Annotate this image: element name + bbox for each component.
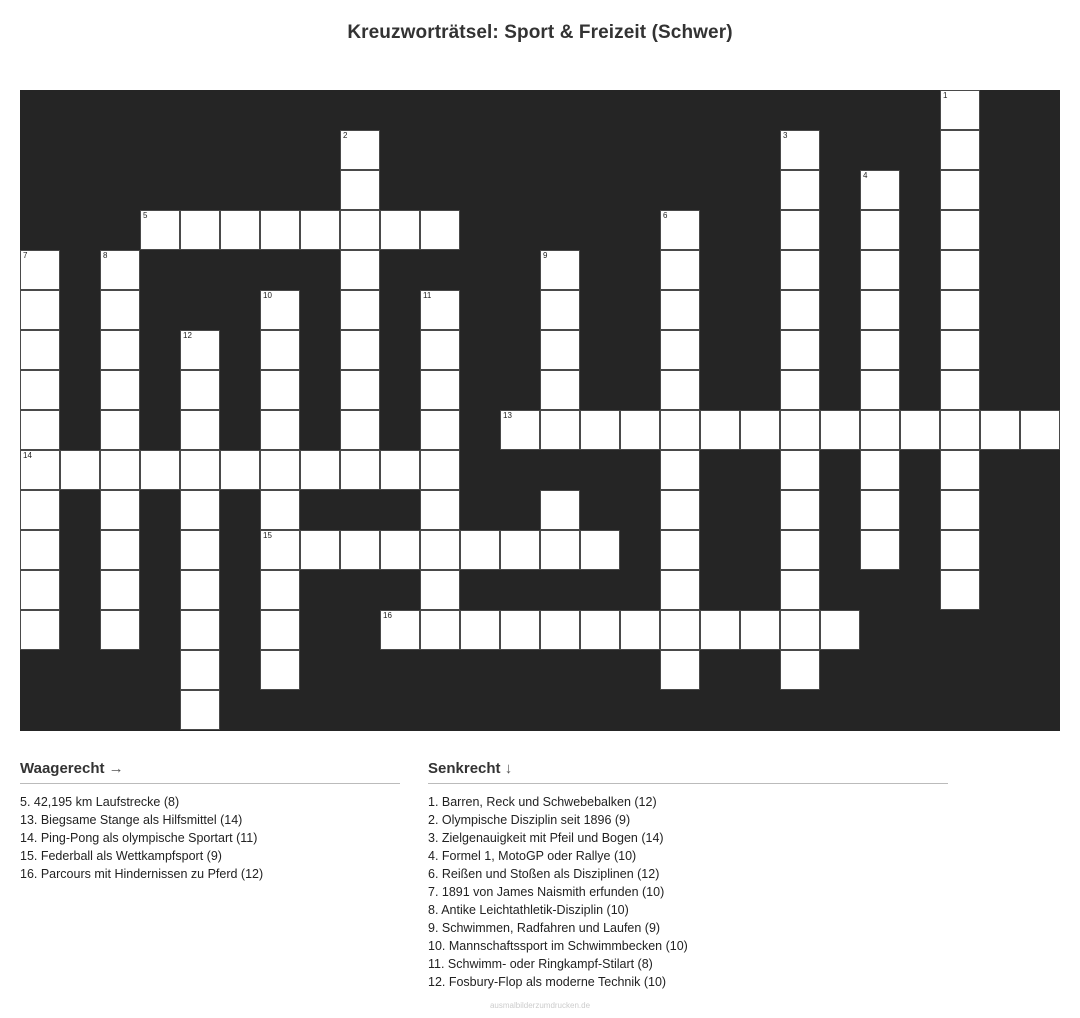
grid-cell[interactable] [940, 330, 980, 370]
grid-cell[interactable] [660, 250, 700, 290]
grid-cell[interactable] [260, 490, 300, 530]
grid-cell[interactable] [100, 410, 140, 450]
across-clue-item: 14. Ping-Pong als olympische Sportart (11) [20, 831, 258, 845]
grid-cell[interactable] [260, 610, 300, 650]
grid-cell[interactable] [660, 210, 700, 250]
grid-cell[interactable] [60, 450, 100, 490]
grid-cell[interactable] [540, 250, 580, 290]
grid-cell[interactable] [940, 490, 980, 530]
grid-cell[interactable] [220, 450, 260, 490]
grid-cell[interactable] [340, 290, 380, 330]
grid-cell[interactable] [820, 610, 860, 650]
down-clue-item: 10. Mannschaftssport im Schwimmbecken (10) [428, 939, 688, 953]
grid-cell[interactable] [660, 490, 700, 530]
grid-cell-number: 7 [23, 251, 28, 260]
grid-cell[interactable] [180, 450, 220, 490]
grid-cell[interactable] [260, 650, 300, 690]
grid-cell[interactable] [340, 330, 380, 370]
down-heading [428, 760, 948, 784]
down-arrow-icon: ↓ [504, 760, 513, 777]
grid-cell[interactable] [780, 570, 820, 610]
grid-cell[interactable] [860, 210, 900, 250]
grid-cell[interactable] [20, 290, 60, 330]
grid-cell-number: 14 [23, 451, 32, 460]
grid-cell[interactable] [860, 530, 900, 570]
grid-cell[interactable] [780, 650, 820, 690]
grid-cell-number: 1 [943, 91, 948, 100]
grid-cell[interactable] [940, 210, 980, 250]
across-clue-item: 13. Biegsame Stange als Hilfsmittel (14) [20, 813, 243, 827]
grid-cell[interactable] [340, 170, 380, 210]
grid-cell[interactable] [420, 530, 460, 570]
down-clues-column [428, 760, 948, 991]
grid-cell[interactable] [20, 450, 60, 490]
grid-cell[interactable] [260, 210, 300, 250]
grid-cell[interactable] [860, 250, 900, 290]
grid-cell[interactable] [540, 330, 580, 370]
across-clues-column [20, 760, 400, 991]
grid-cell[interactable] [780, 170, 820, 210]
grid-cell[interactable] [380, 450, 420, 490]
grid-cell[interactable] [340, 410, 380, 450]
grid-cell[interactable] [260, 370, 300, 410]
grid-cell[interactable] [540, 610, 580, 650]
grid-cell[interactable] [660, 330, 700, 370]
grid-cell[interactable] [380, 210, 420, 250]
grid-cell-number: 8 [103, 251, 108, 260]
grid-cell[interactable] [20, 410, 60, 450]
grid-cell[interactable] [260, 330, 300, 370]
grid-cell[interactable] [260, 570, 300, 610]
down-clue-item: 12. Fosbury-Flop als moderne Technik (10) [428, 975, 667, 989]
grid-cell[interactable] [580, 530, 620, 570]
grid-cell[interactable] [780, 530, 820, 570]
grid-cell[interactable] [780, 250, 820, 290]
grid-cell[interactable] [180, 330, 220, 370]
grid-cell[interactable] [940, 530, 980, 570]
grid-cell-number: 2 [343, 131, 348, 140]
crossword-grid [20, 90, 1060, 731]
across-arrow-icon: → [108, 760, 124, 777]
grid-cell[interactable] [300, 450, 340, 490]
grid-cell[interactable] [20, 490, 60, 530]
down-clue-item: 3. Zielgenauigkeit mit Pfeil und Bogen (14) [428, 831, 664, 845]
grid-cell[interactable] [620, 610, 660, 650]
grid-cell[interactable] [20, 330, 60, 370]
grid-cell[interactable] [940, 290, 980, 330]
grid-cell[interactable] [180, 650, 220, 690]
grid-cell[interactable] [1020, 410, 1060, 450]
grid-cell[interactable] [220, 210, 260, 250]
grid-cell[interactable] [100, 570, 140, 610]
grid-cell[interactable] [20, 370, 60, 410]
grid-cell[interactable] [940, 370, 980, 410]
grid-cell[interactable] [340, 530, 380, 570]
grid-cell[interactable] [420, 290, 460, 330]
grid-cell[interactable] [140, 210, 180, 250]
grid-cell[interactable] [540, 290, 580, 330]
grid-cell[interactable] [940, 250, 980, 290]
grid-cell[interactable] [780, 610, 820, 650]
grid-cell[interactable] [100, 490, 140, 530]
grid-cell[interactable] [180, 530, 220, 570]
grid-cell[interactable] [340, 250, 380, 290]
grid-cell[interactable] [460, 610, 500, 650]
grid-cell[interactable] [900, 410, 940, 450]
grid-cell-number: 9 [543, 251, 548, 260]
grid-cell[interactable] [140, 450, 180, 490]
grid-cell[interactable] [420, 610, 460, 650]
grid-cell[interactable] [180, 690, 220, 730]
grid-cell[interactable] [300, 210, 340, 250]
grid-cell[interactable] [20, 250, 60, 290]
grid-cell[interactable] [780, 490, 820, 530]
grid-cell[interactable] [780, 410, 820, 450]
grid-cell[interactable] [260, 290, 300, 330]
grid-cell[interactable] [860, 170, 900, 210]
grid-cell[interactable] [20, 530, 60, 570]
grid-cell[interactable] [740, 610, 780, 650]
grid-cell[interactable] [660, 370, 700, 410]
grid-cell[interactable] [700, 610, 740, 650]
grid-cell[interactable] [620, 410, 660, 450]
grid-cell[interactable] [820, 410, 860, 450]
across-clue-item: 5. 42,195 km Laufstrecke (8) [20, 795, 180, 809]
grid-cell-number: 12 [183, 331, 192, 340]
grid-cell[interactable] [180, 370, 220, 410]
grid-cell[interactable] [940, 570, 980, 610]
grid-cell[interactable] [500, 610, 540, 650]
down-clue-item: 7. 1891 von James Naismith erfunden (10) [428, 885, 665, 899]
across-clue-item: 16. Parcours mit Hindernissen zu Pferd (12) [20, 867, 264, 881]
grid-cell[interactable] [580, 410, 620, 450]
grid-cell[interactable] [340, 130, 380, 170]
grid-cell[interactable] [420, 330, 460, 370]
down-heading-label: Senkrecht [428, 760, 501, 777]
grid-cell[interactable] [420, 490, 460, 530]
grid-cell[interactable] [380, 610, 420, 650]
page-title: Kreuzworträtsel: Sport & Freizeit (Schwer) [347, 22, 733, 43]
down-clue-item: 6. Reißen und Stoßen als Disziplinen (12) [428, 867, 660, 881]
grid-cell[interactable] [660, 570, 700, 610]
down-clue-item: 2. Olympische Disziplin seit 1896 (9) [428, 813, 631, 827]
grid-cell[interactable] [860, 290, 900, 330]
grid-cell[interactable] [100, 610, 140, 650]
grid-cell[interactable] [420, 370, 460, 410]
grid-cell[interactable] [100, 250, 140, 290]
down-clue-item: 8. Antike Leichtathletik-Disziplin (10) [428, 903, 629, 917]
grid-cell-number: 5 [143, 211, 148, 220]
grid-cell[interactable] [980, 410, 1020, 450]
grid-cell[interactable] [100, 530, 140, 570]
grid-cell[interactable] [420, 410, 460, 450]
grid-cell[interactable] [780, 290, 820, 330]
grid-cell[interactable] [660, 410, 700, 450]
grid-cell[interactable] [860, 330, 900, 370]
grid-cell[interactable] [780, 450, 820, 490]
down-clue-item: 4. Formel 1, MotoGP oder Rallye (10) [428, 849, 637, 863]
grid-cell[interactable] [180, 570, 220, 610]
grid-cell[interactable] [860, 490, 900, 530]
grid-cell-number: 11 [423, 291, 432, 300]
grid-cell[interactable] [180, 410, 220, 450]
grid-cell[interactable] [860, 450, 900, 490]
grid-cell[interactable] [860, 410, 900, 450]
grid-cell[interactable] [780, 130, 820, 170]
grid-cell[interactable] [660, 290, 700, 330]
grid-cell[interactable] [940, 90, 980, 130]
grid-cell[interactable] [100, 330, 140, 370]
grid-cell[interactable] [940, 450, 980, 490]
grid-cell[interactable] [260, 410, 300, 450]
grid-cell[interactable] [940, 410, 980, 450]
grid-cell[interactable] [780, 330, 820, 370]
grid-cell[interactable] [860, 370, 900, 410]
grid-cell[interactable] [420, 210, 460, 250]
grid-cell[interactable] [260, 530, 300, 570]
grid-cell[interactable] [540, 530, 580, 570]
grid-cell[interactable] [300, 530, 340, 570]
clues-section [20, 760, 1060, 991]
grid-cell[interactable] [20, 610, 60, 650]
grid-cell[interactable] [260, 450, 300, 490]
grid-cell-number: 16 [383, 611, 392, 620]
down-clue-item: 1. Barren, Reck und Schwebebalken (12) [428, 795, 657, 809]
grid-cell[interactable] [660, 610, 700, 650]
grid-cell[interactable] [660, 450, 700, 490]
footer-watermark: ausmalbilderzumdrucken.de [489, 1001, 591, 1010]
grid-cell-number: 15 [263, 531, 272, 540]
grid-cell[interactable] [540, 370, 580, 410]
down-clue-item: 9. Schwimmen, Radfahren und Laufen (9) [428, 921, 661, 935]
grid-cell[interactable] [660, 650, 700, 690]
grid-cell-number: 13 [503, 411, 512, 420]
grid-cell[interactable] [940, 170, 980, 210]
grid-cell[interactable] [660, 530, 700, 570]
across-heading-label: Waagerecht [20, 760, 105, 777]
grid-cell-number: 6 [663, 211, 668, 220]
grid-cell[interactable] [100, 450, 140, 490]
grid-cell[interactable] [740, 410, 780, 450]
grid-cell-number: 4 [863, 171, 868, 180]
grid-cell[interactable] [460, 530, 500, 570]
grid-cell[interactable] [700, 410, 740, 450]
grid-cell[interactable] [100, 290, 140, 330]
grid-cell[interactable] [580, 610, 620, 650]
grid-cell[interactable] [180, 210, 220, 250]
grid-cell-number: 3 [783, 131, 788, 140]
grid-cell[interactable] [100, 370, 140, 410]
grid-cell[interactable] [340, 370, 380, 410]
grid-cell[interactable] [780, 210, 820, 250]
across-clue-list [20, 793, 400, 883]
grid-cell[interactable] [500, 410, 540, 450]
grid-cell-number: 10 [263, 291, 272, 300]
across-clue-item: 15. Federball als Wettkampfsport (9) [20, 849, 222, 863]
grid-cell[interactable] [540, 410, 580, 450]
grid-cell[interactable] [420, 450, 460, 490]
grid-cell[interactable] [180, 610, 220, 650]
grid-cell[interactable] [180, 490, 220, 530]
grid-cell[interactable] [420, 570, 460, 610]
down-clue-item: 11. Schwimm- oder Ringkampf-Stilart (8) [428, 957, 653, 971]
grid-cell[interactable] [540, 490, 580, 530]
grid-cell[interactable] [340, 450, 380, 490]
grid-cell[interactable] [940, 130, 980, 170]
across-heading [20, 760, 400, 784]
down-clue-list [428, 793, 948, 991]
grid-cell[interactable] [780, 370, 820, 410]
grid-cell[interactable] [380, 530, 420, 570]
grid-cell[interactable] [20, 570, 60, 610]
grid-cell[interactable] [500, 530, 540, 570]
grid-cell[interactable] [340, 210, 380, 250]
